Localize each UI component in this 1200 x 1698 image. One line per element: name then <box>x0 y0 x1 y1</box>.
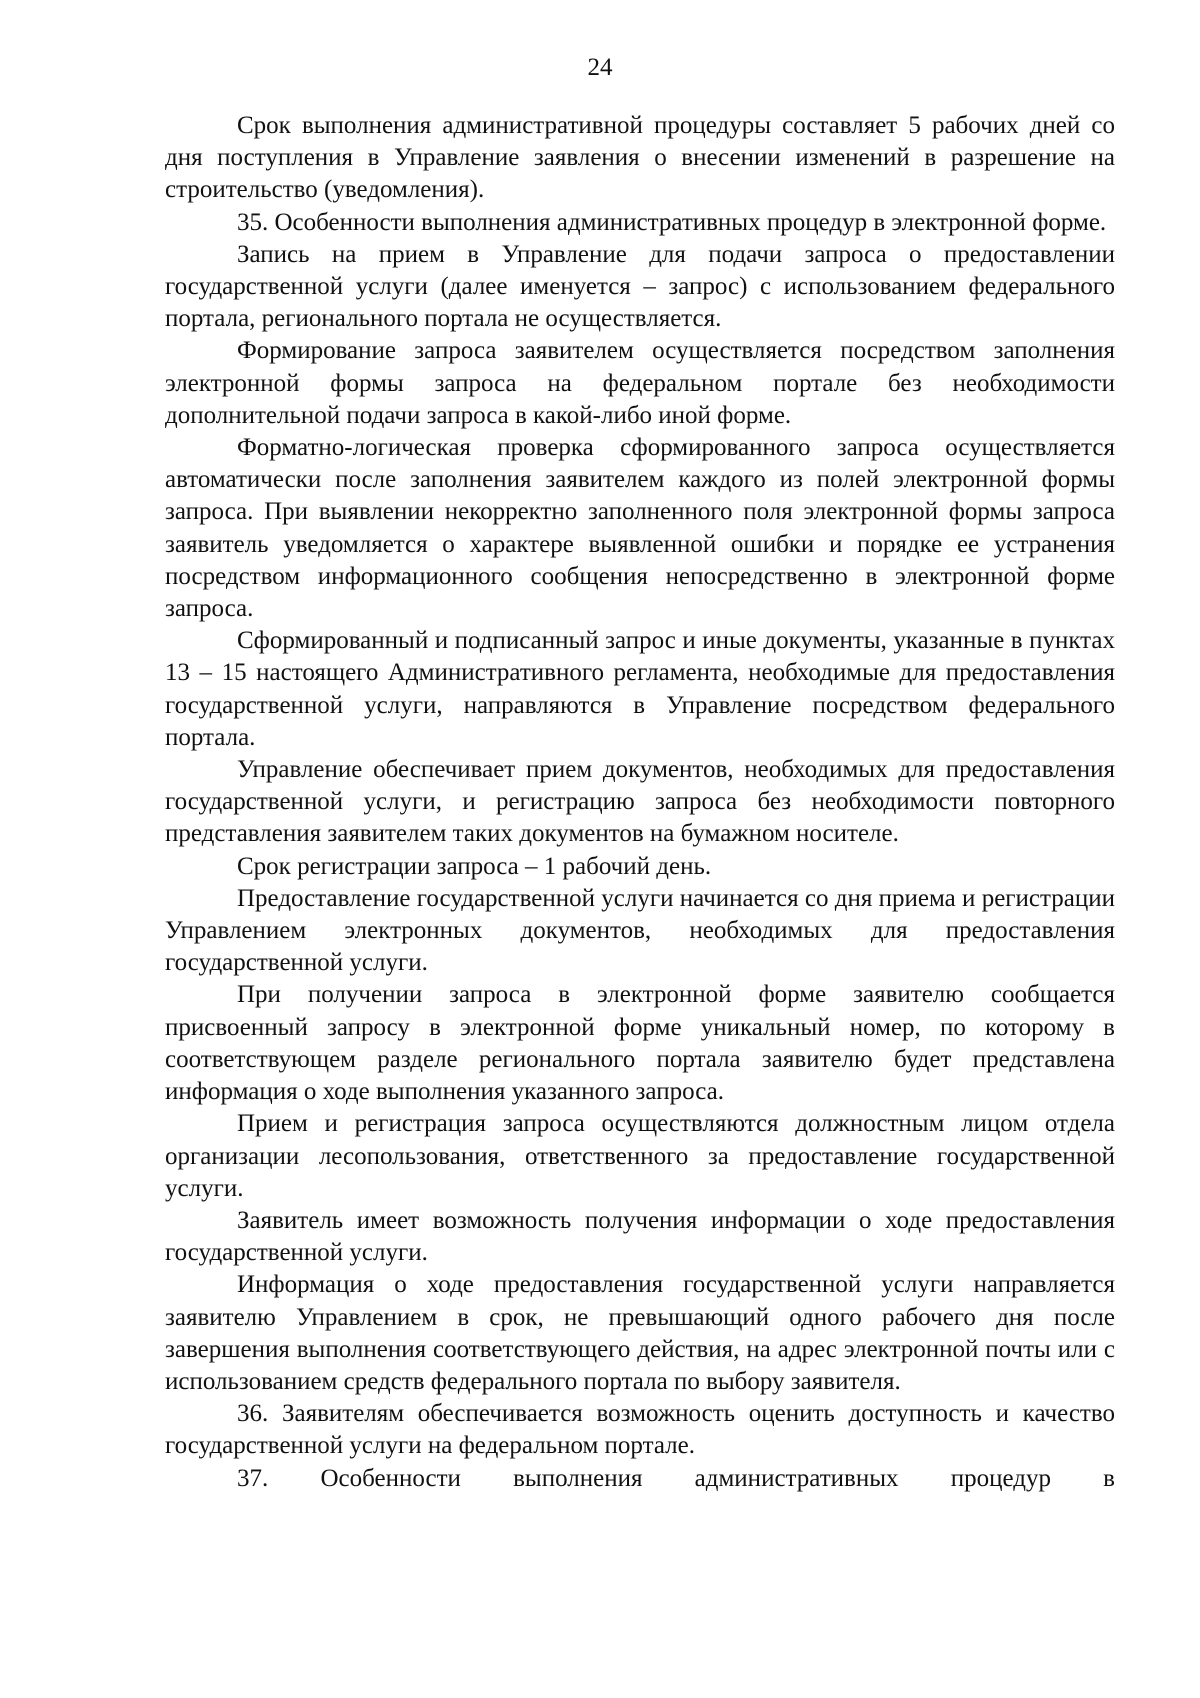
paragraph-section-36: 36. Заявителям обеспечивается возможность оценить доступность и качество государственной услуги на федеральном портале. <box>165 1400 1115 1460</box>
paragraph-signed-request: Сформированный и подписанный запрос и иные документы, указанные в пунктах 13 – 15 настоящего Административного регламента, необходимые для предоставления государственной услуги, направляются в Управление посредством федерального портала. <box>165 627 1115 751</box>
paragraph-unique-number: При получении запроса в электронной форме заявителю сообщается присвоенный запросу в электронной форме уникальный номер, по которому в соответствующем разделе регионального портала заявителю будет представлена информация о ходе выполнения указанного запроса. <box>165 981 1115 1106</box>
paragraph-format-check: Форматно-логическая проверка сформированного запроса осуществляется автоматически после заполнения заявителем каждого из полей электронной формы запроса. При выявлении некорректно заполненного поля электронной формы запроса заявитель уведомляется о характере выявленной ошибки и порядке ее устранения посредством информационного сообщения непосредственно в электронной форме запроса. <box>165 434 1115 623</box>
paragraph-registration-term: Срок регистрации запроса – 1 рабочий день. <box>237 852 712 880</box>
paragraph-appointment: Запись на прием в Управление для подачи запроса о предоставлении государственной услуги (далее именуется – запрос) с использованием федерального портала, регионального портала не осуществляется. <box>165 240 1115 333</box>
paragraph-section-37: 37. Особенности выполнения административных процедур в <box>237 1464 1115 1492</box>
page-number: 24 <box>587 54 613 81</box>
paragraph-info-delivery: Информация о ходе предоставления государственной услуги направляется заявителю Управлением в срок, не превышающий одного рабочего дня после завершения выполнения соответствующего действия, на адрес электронной почты или с использованием средств федерального портала по выбору заявителя. <box>165 1271 1115 1395</box>
paragraph-responsible-official: Прием и регистрация запроса осуществляются должностным лицом отдела организации лесопользования, ответственного за предоставление государственной услуги. <box>165 1110 1115 1202</box>
paragraph-deadline: Срок выполнения административной процедуры составляет 5 рабочих дней со дня поступления в Управление заявления о внесении изменений в разрешение на строительство (уведомления). <box>165 112 1115 204</box>
document-body <box>165 110 1115 1495</box>
paragraph-section-35: 35. Особенности выполнения административных процедур в электронной форме. <box>237 208 1107 236</box>
paragraph-service-start: Предоставление государственной услуги начинается со дня приема и регистрации Управлением электронных документов, необходимых для предоставления государственной услуги. <box>165 884 1115 977</box>
paragraph-request-forming: Формирование запроса заявителем осуществляется посредством заполнения электронной формы запроса на федеральном портале без необходимости дополнительной подачи запроса в какой-либо иной форме. <box>165 337 1115 429</box>
paragraph-document-acceptance: Управление обеспечивает прием документов, необходимых для предоставления государственной услуги, и регистрацию запроса без необходимости повторного представления заявителем таких документов на бумажном носителе. <box>165 756 1115 848</box>
paragraph-progress-info: Заявитель имеет возможность получения информации о ходе предоставления государственной услуги. <box>165 1206 1115 1267</box>
